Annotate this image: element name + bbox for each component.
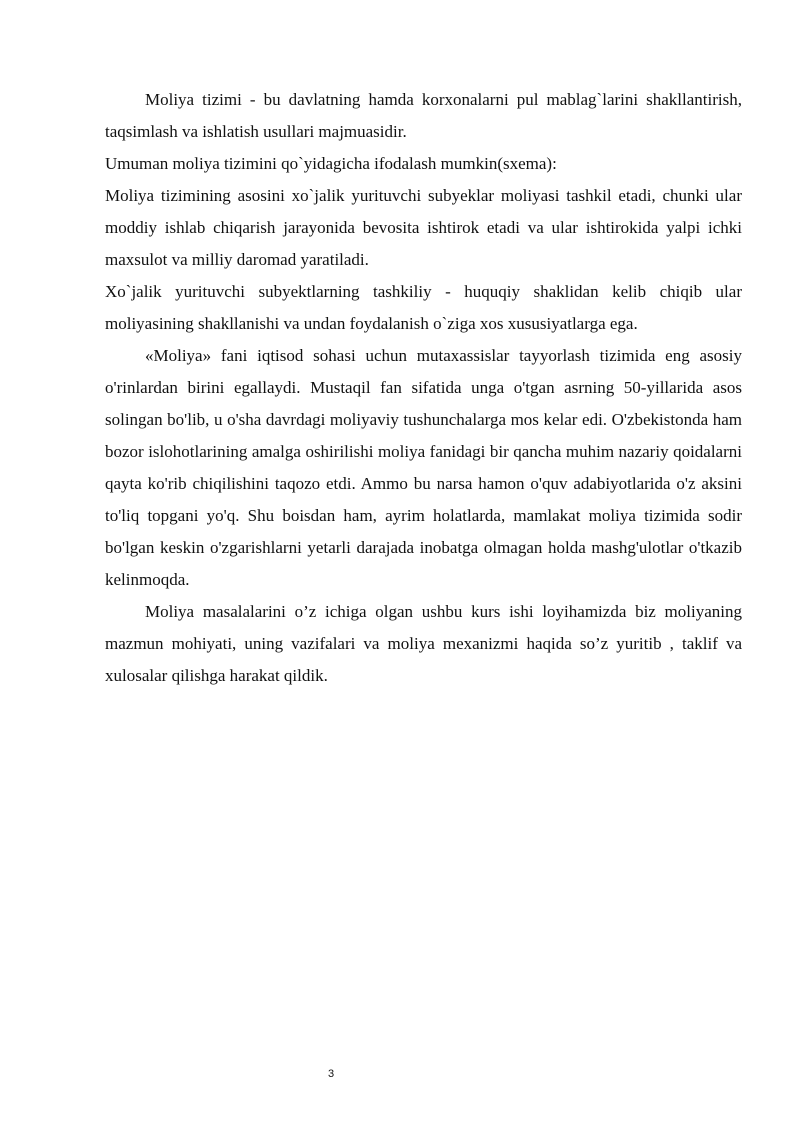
paragraph-system-basis: Moliya tizimining asosini xo`jalik yurituvchi subyeklar moliyasi tashkil etadi, chunki ular moddiy ishlab chiqarish jarayonida bevosita ishtirok etadi va ular ishtirokida yalpi ichki maxsulot va milliy daromad yaratiladi.	[105, 186, 742, 269]
paragraph-legal-forms: Xo`jalik yurituvchi subyektlarning tashkiliy - huquqiy shaklidan kelib chiqib ular moliyasining shakllanishi va undan foydalanish o`ziga xos xususiyatlarga ega.	[105, 282, 742, 333]
paragraph-subject-history: «Moliya» fani iqtisod sohasi uchun mutaxassislar tayyorlash tizimida eng asosiy o'rinlardan birini egallaydi. Mustaqil fan sifatida unga o'tgan asrning 50-yillarida asos solingan bo'lib, u o'sha davrdagi moliyaviy tushunchalarga mos kelar edi. O'zbekistonda ham bozor islohotlarining amalga oshirilishi moliya fanidagi bir qancha muhim nazariy qoidalarni qayta ko'rib chiqilishini taqozo etdi. Ammo bu narsa hamon o'quv adabiyotlarida o'z aksini to'liq topgani yo'q. Shu boisdan ham, ayrim holatlarda, mamlakat moliya tizimida sodir bo'lgan keskin o'zgarishlarni yetarli darajada inobatga olmagan holda mashg'ulotlar o'tkazib kelinmoqda.	[105, 346, 742, 589]
paragraph-scheme-intro: Umuman moliya tizimini qo`yidagicha ifodalash mumkin(sxema):	[105, 154, 557, 173]
page-number: 3	[327, 1068, 335, 1080]
paragraph-definition: Moliya tizimi - bu davlatning hamda korxonalarni pul mablag`larini shakllantirish, taqsimlash va ishlatish usullari majmuasidir.	[105, 90, 742, 141]
body-text	[105, 84, 742, 692]
paragraph-course-aim: Moliya masalalarini o’z ichiga olgan ushbu kurs ishi loyihamizda biz moliyaning mazmun mohiyati, uning vazifalari va moliya mexanizmi haqida so’z yuritib , taklif va xulosalar qilishga harakat qildik.	[105, 602, 742, 685]
